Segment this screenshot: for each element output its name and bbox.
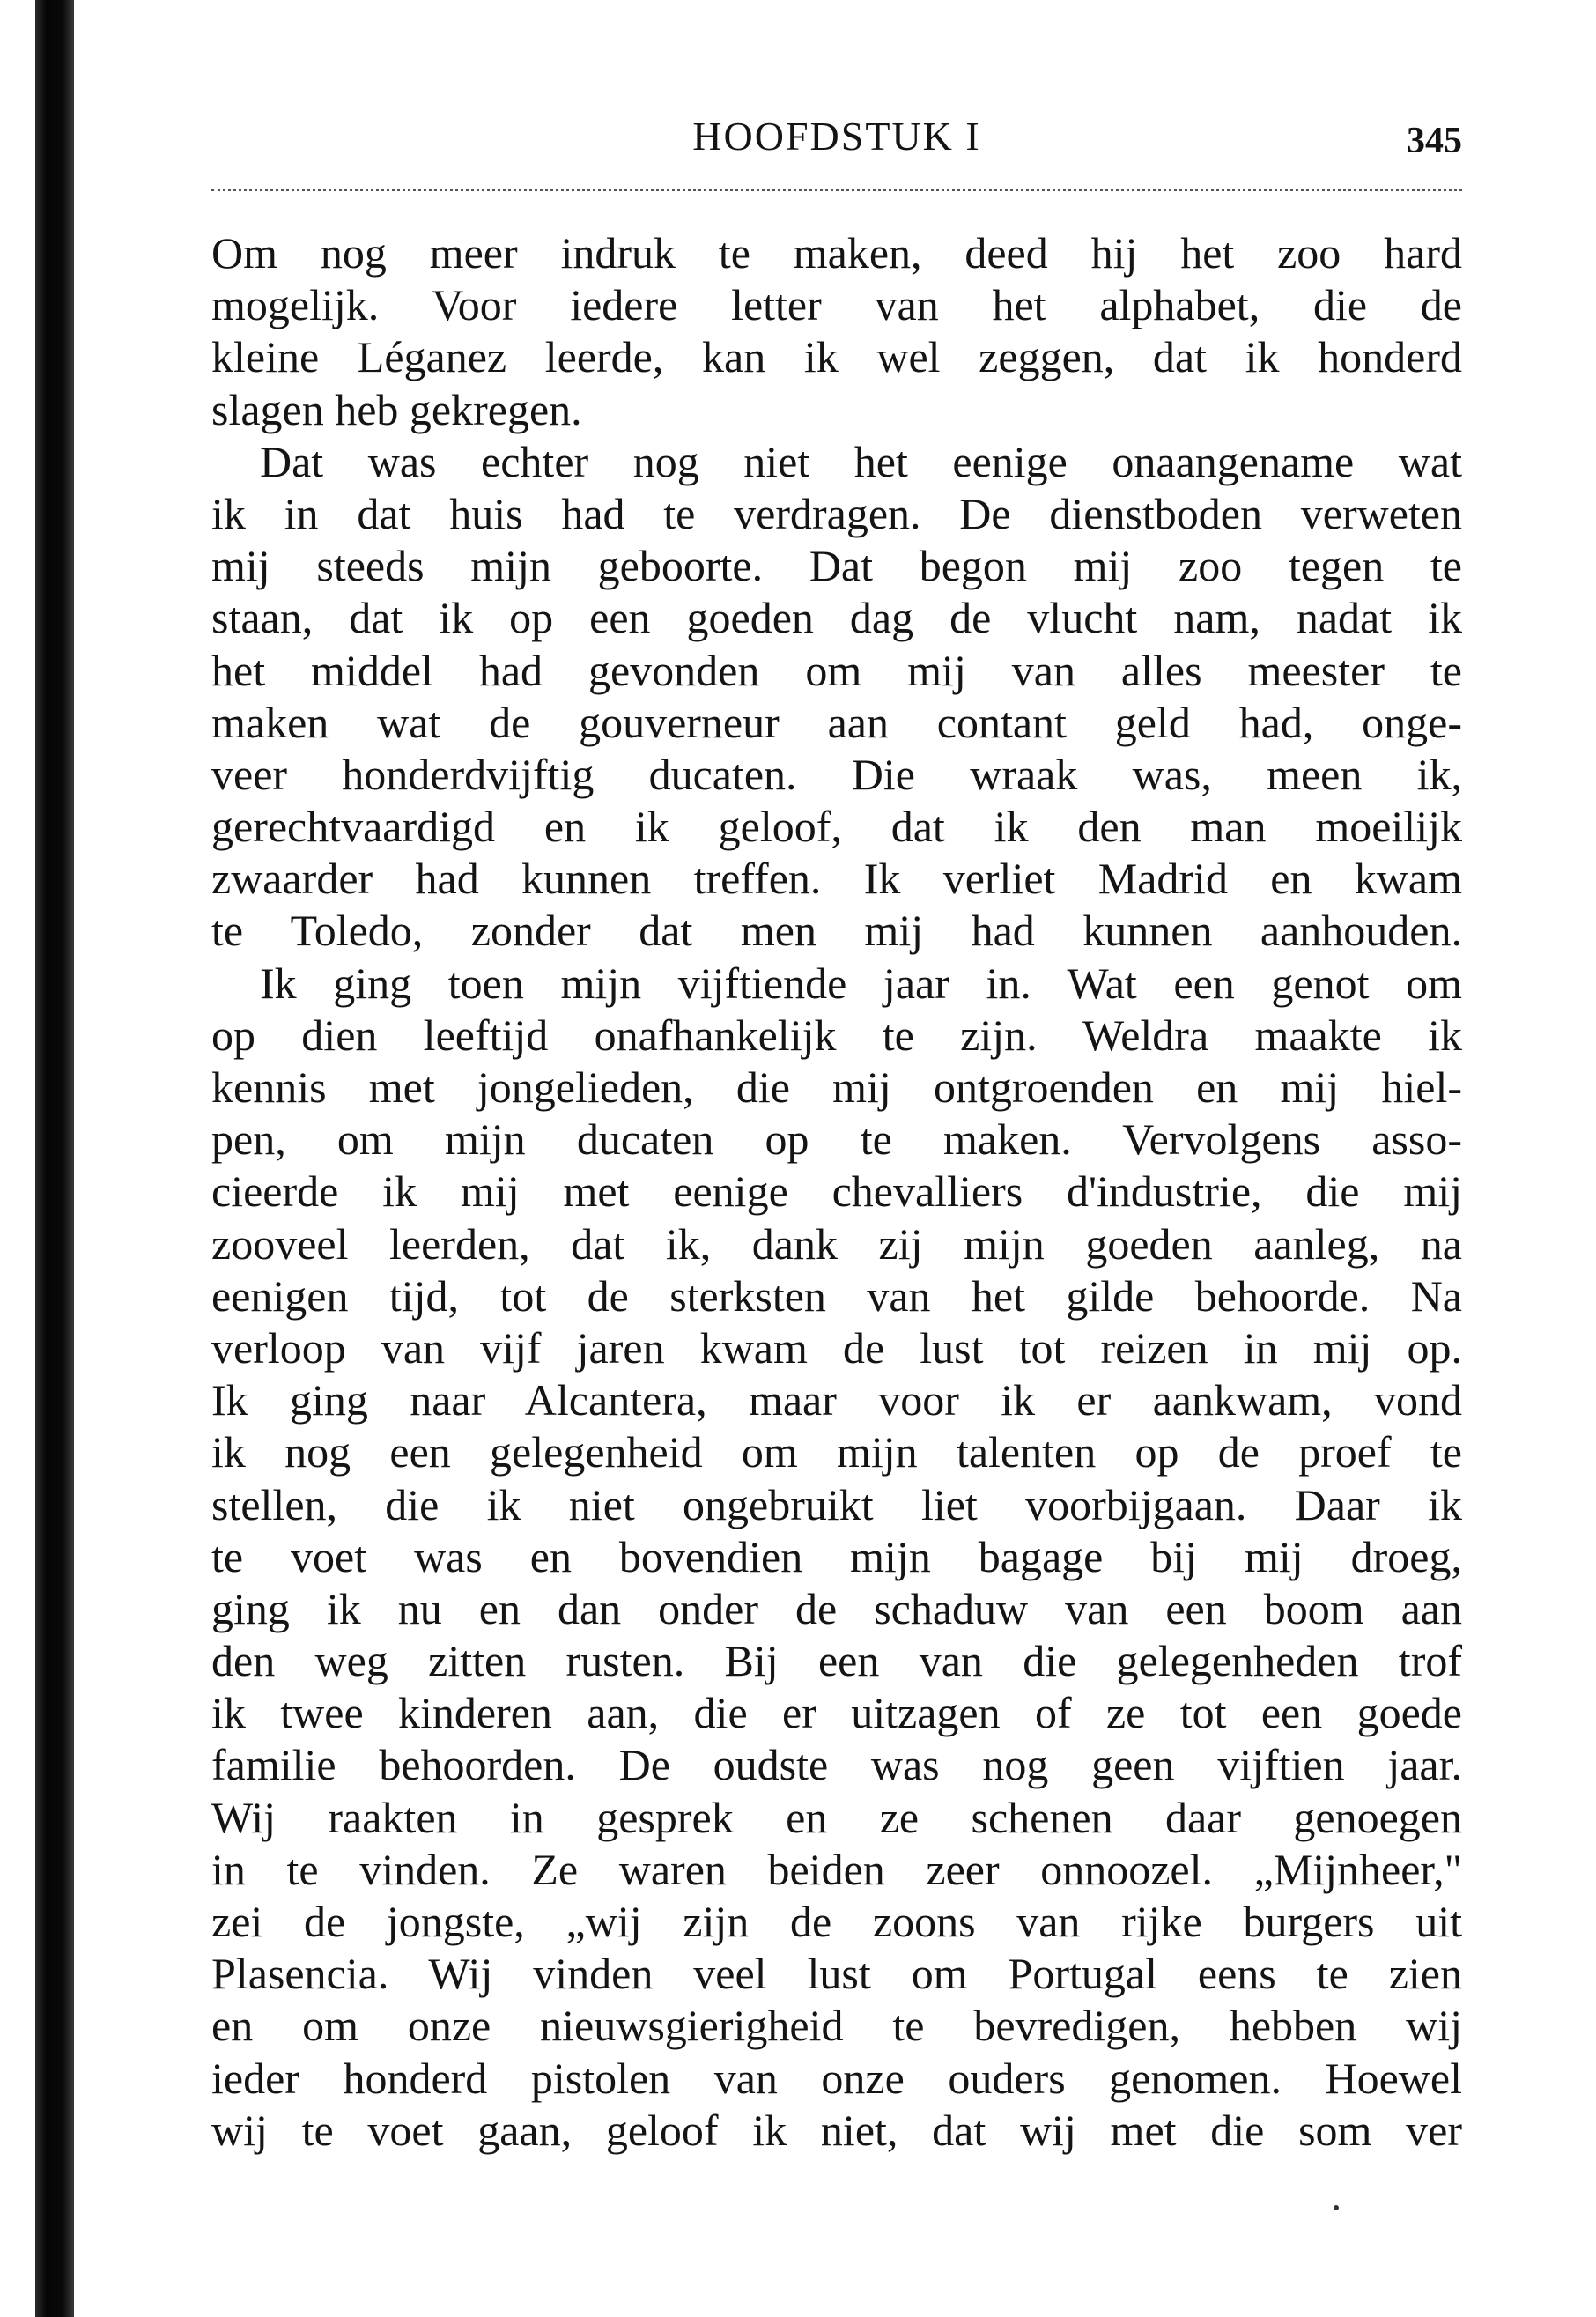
text-line: ik in dat huis had te verdragen. De dienstboden verweten	[211, 488, 1462, 538]
text-line: slagen heb gekregen.	[211, 384, 582, 434]
chapter-title: HOOFDSTUK I	[692, 114, 981, 159]
text-line: mogelijk. Voor iedere letter van het alphabet, die de	[211, 280, 1462, 330]
text-line: stellen, die ik niet ongebruikt liet voorbijgaan. Daar ik	[211, 1479, 1462, 1529]
text-line: te voet was en bovendien mijn bagage bij mij droeg,	[211, 1531, 1462, 1581]
text-line: op dien leeftijd onafhankelijk te zijn. Weldra maakte ik	[211, 1010, 1462, 1060]
text-line: veer honderdvijftig ducaten. Die wraak was, meen ik,	[211, 749, 1462, 799]
text-line: ieder honderd pistolen van onze ouders genomen. Hoewel	[211, 2053, 1462, 2103]
text-line: zooveel leerden, dat ik, dank zij mijn goeden aanleg, na	[211, 1218, 1462, 1269]
text-line: ik nog een gelegenheid om mijn talenten op de proef te	[211, 1427, 1462, 1477]
text-line: Ik ging naar Alcantera, maar voor ik er aankwam, vond	[211, 1375, 1462, 1425]
text-line: eenigen tijd, tot de sterksten van het gilde behoorde. Na	[211, 1270, 1462, 1321]
text-line: cieerde ik mij met eenige chevalliers d'industrie, die mij	[211, 1166, 1462, 1217]
print-speck	[1334, 2205, 1339, 2210]
text-line: familie behoorden. De oudste was nog geen vijftien jaar.	[211, 1740, 1462, 1790]
text-line: gerechtvaardigd en ik geloof, dat ik den man moeilijk	[211, 802, 1462, 852]
text-line: maken wat de gouverneur aan contant geld had, onge-	[211, 697, 1462, 747]
text-line: zwaarder had kunnen treffen. Ik verliet Madrid en kwam	[211, 854, 1462, 904]
text-line: in te vinden. Ze waren beiden zeer onnoozel. „Mijnheer,"	[211, 1844, 1462, 1894]
text-line: ging ik nu en dan onder de schaduw van een boom aan	[211, 1583, 1462, 1633]
header-divider	[211, 189, 1462, 191]
text-line: mij steeds mijn geboorte. Dat begon mij zoo tegen te	[211, 541, 1462, 591]
text-line: zei de jongste, „wij zijn de zoons van rijke burgers uit	[211, 1897, 1462, 1946]
text-line: verloop van vijf jaren kwam de lust tot reizen in mij op.	[211, 1322, 1462, 1373]
page-number: 345	[1407, 121, 1462, 161]
text-line: Dat was echter nog niet het eenige onaangename wat	[260, 436, 1462, 486]
text-line: pen, om mijn ducaten op te maken. Vervolgens asso-	[211, 1114, 1462, 1165]
text-line: Wij raakten in gesprek en ze schenen daar genoegen	[211, 1792, 1462, 1842]
running-head	[211, 113, 1462, 174]
text-line: den weg zitten rusten. Bij een van die gelegenheden trof	[211, 1636, 1462, 1686]
text-line: te Toledo, zonder dat men mij had kunnen aanhouden.	[211, 906, 1462, 956]
text-line: staan, dat ik op een goeden dag de vlucht nam, nadat ik	[211, 593, 1462, 643]
text-line: Plasencia. Wij vinden veel lust om Portugal eens te zien	[211, 1949, 1462, 1999]
text-line: het middel had gevonden om mij van alles meester te	[211, 645, 1462, 695]
text-line: Ik ging toen mijn vijftiende jaar in. Wat een genot om	[260, 958, 1462, 1008]
text-line: kennis met jongelieden, die mij ontgroenden en mij hiel-	[211, 1062, 1462, 1112]
body-text	[211, 227, 1462, 2157]
text-line: Om nog meer indruk te maken, deed hij het zoo hard	[211, 228, 1462, 278]
text-line: ik twee kinderen aan, die er uitzagen of ze tot een goede	[211, 1688, 1462, 1738]
text-line: kleine Léganez leerde, kan ik wel zeggen, dat ik honderd	[211, 332, 1462, 382]
text-line: wij te voet gaan, geloof ik niet, dat wij met die som ver	[211, 2105, 1462, 2155]
page-binding-edge	[35, 0, 74, 2317]
text-line: en om onze nieuwsgierigheid te bevredigen, hebben wij	[211, 2001, 1462, 2051]
